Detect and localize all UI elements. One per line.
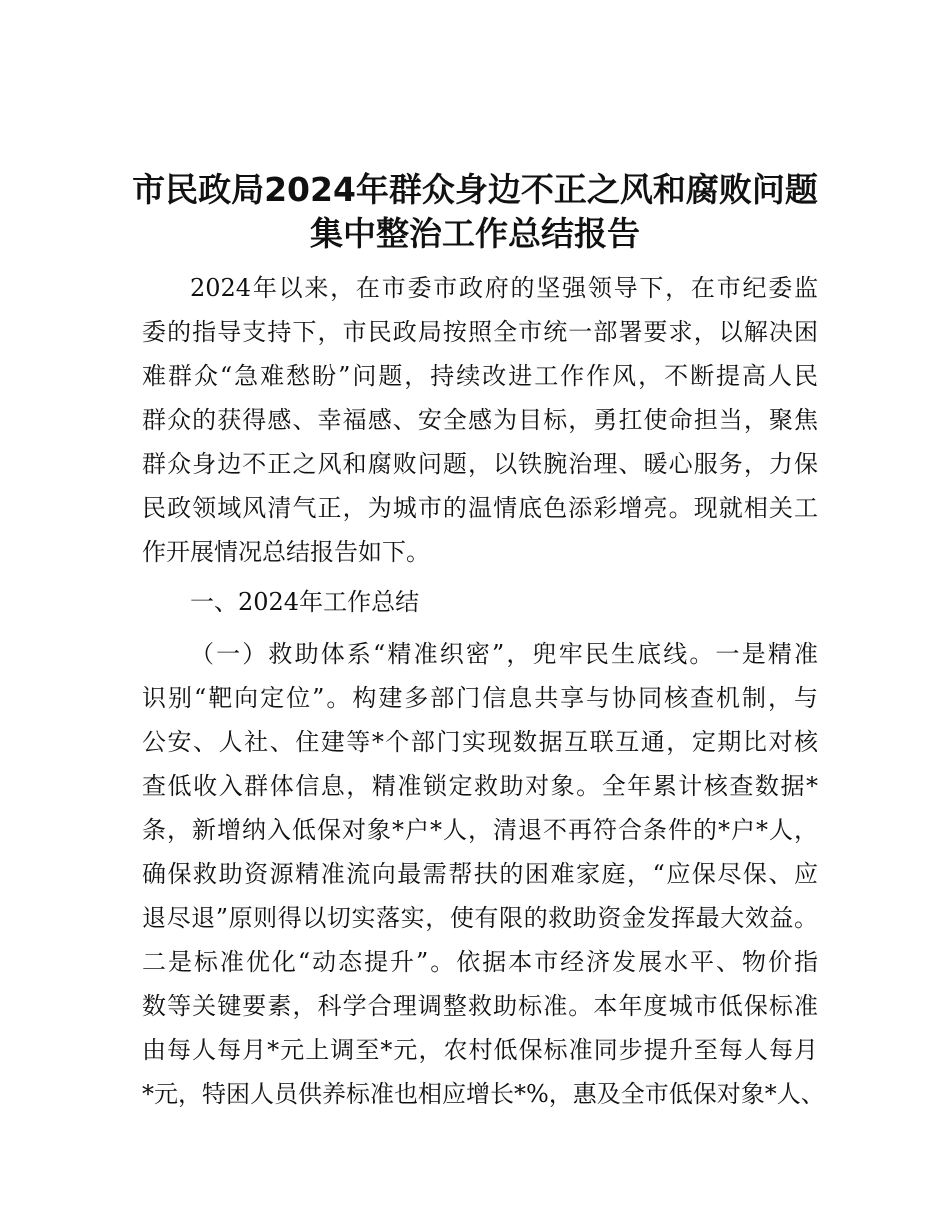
paragraph-line: 退尽退”原则得以切实落实，使有限的救助资金发挥最大效益。 <box>142 904 818 932</box>
paragraph-line: 2024年以来，在市委市政府的坚强领导下，在市纪委监 <box>190 274 818 302</box>
paragraph-line: 查低收入群体信息，精准锁定救助对象。全年累计核查数据* <box>142 772 818 800</box>
paragraph-line: 数等关键要素，科学合理调整救助标准。本年度城市低保标准 <box>142 992 818 1020</box>
paragraph-line: 委的指导支持下，市民政局按照全市统一部署要求，以解决困 <box>142 318 818 346</box>
paragraph-line: 条，新增纳入低保对象*户*人，清退不再符合条件的*户*人， <box>142 816 818 844</box>
paragraph-line: 群众身边不正之风和腐败问题，以铁腕治理、暖心服务，力保 <box>142 450 818 478</box>
paragraph-line: （一）救助体系“精准织密”，兜牢民生底线。一是精准 <box>190 640 818 668</box>
paragraph-line: 确保救助资源精准流向最需帮扶的困难家庭，“应保尽保、应 <box>142 860 818 888</box>
paragraph-line: 群众的获得感、幸福感、安全感为目标，勇扛使命担当，聚焦 <box>142 406 818 434</box>
paragraph-line: 二是标准优化“动态提升”。依据本市经济发展水平、物价指 <box>142 948 818 976</box>
document-title-line-2: 集中整治工作总结报告 <box>310 214 640 253</box>
paragraph-line: 由每人每月*元上调至*元，农村低保标准同步提升至每人每月 <box>142 1036 818 1064</box>
paragraph-line: 公安、人社、住建等*个部门实现数据互联互通，定期比对核 <box>142 728 818 756</box>
document-title-line-1: 市民政局2024年群众身边不正之风和腐败问题 <box>132 170 818 209</box>
paragraph-line: *元，特困人员供养标准也相应增长*%，惠及全市低保对象*人、 <box>142 1080 825 1108</box>
paragraph-line: 难群众“急难愁盼”问题，持续改进工作作风，不断提高人民 <box>142 362 818 390</box>
section-heading: 一、2024年工作总结 <box>190 588 420 616</box>
paragraph-line: 识别“靶向定位”。构建多部门信息共享与协同核查机制，与 <box>142 684 818 712</box>
paragraph-line: 民政领域风清气正，为城市的温情底色添彩增亮。现就相关工 <box>142 494 818 522</box>
paragraph-line: 作开展情况总结报告如下。 <box>142 538 430 566</box>
